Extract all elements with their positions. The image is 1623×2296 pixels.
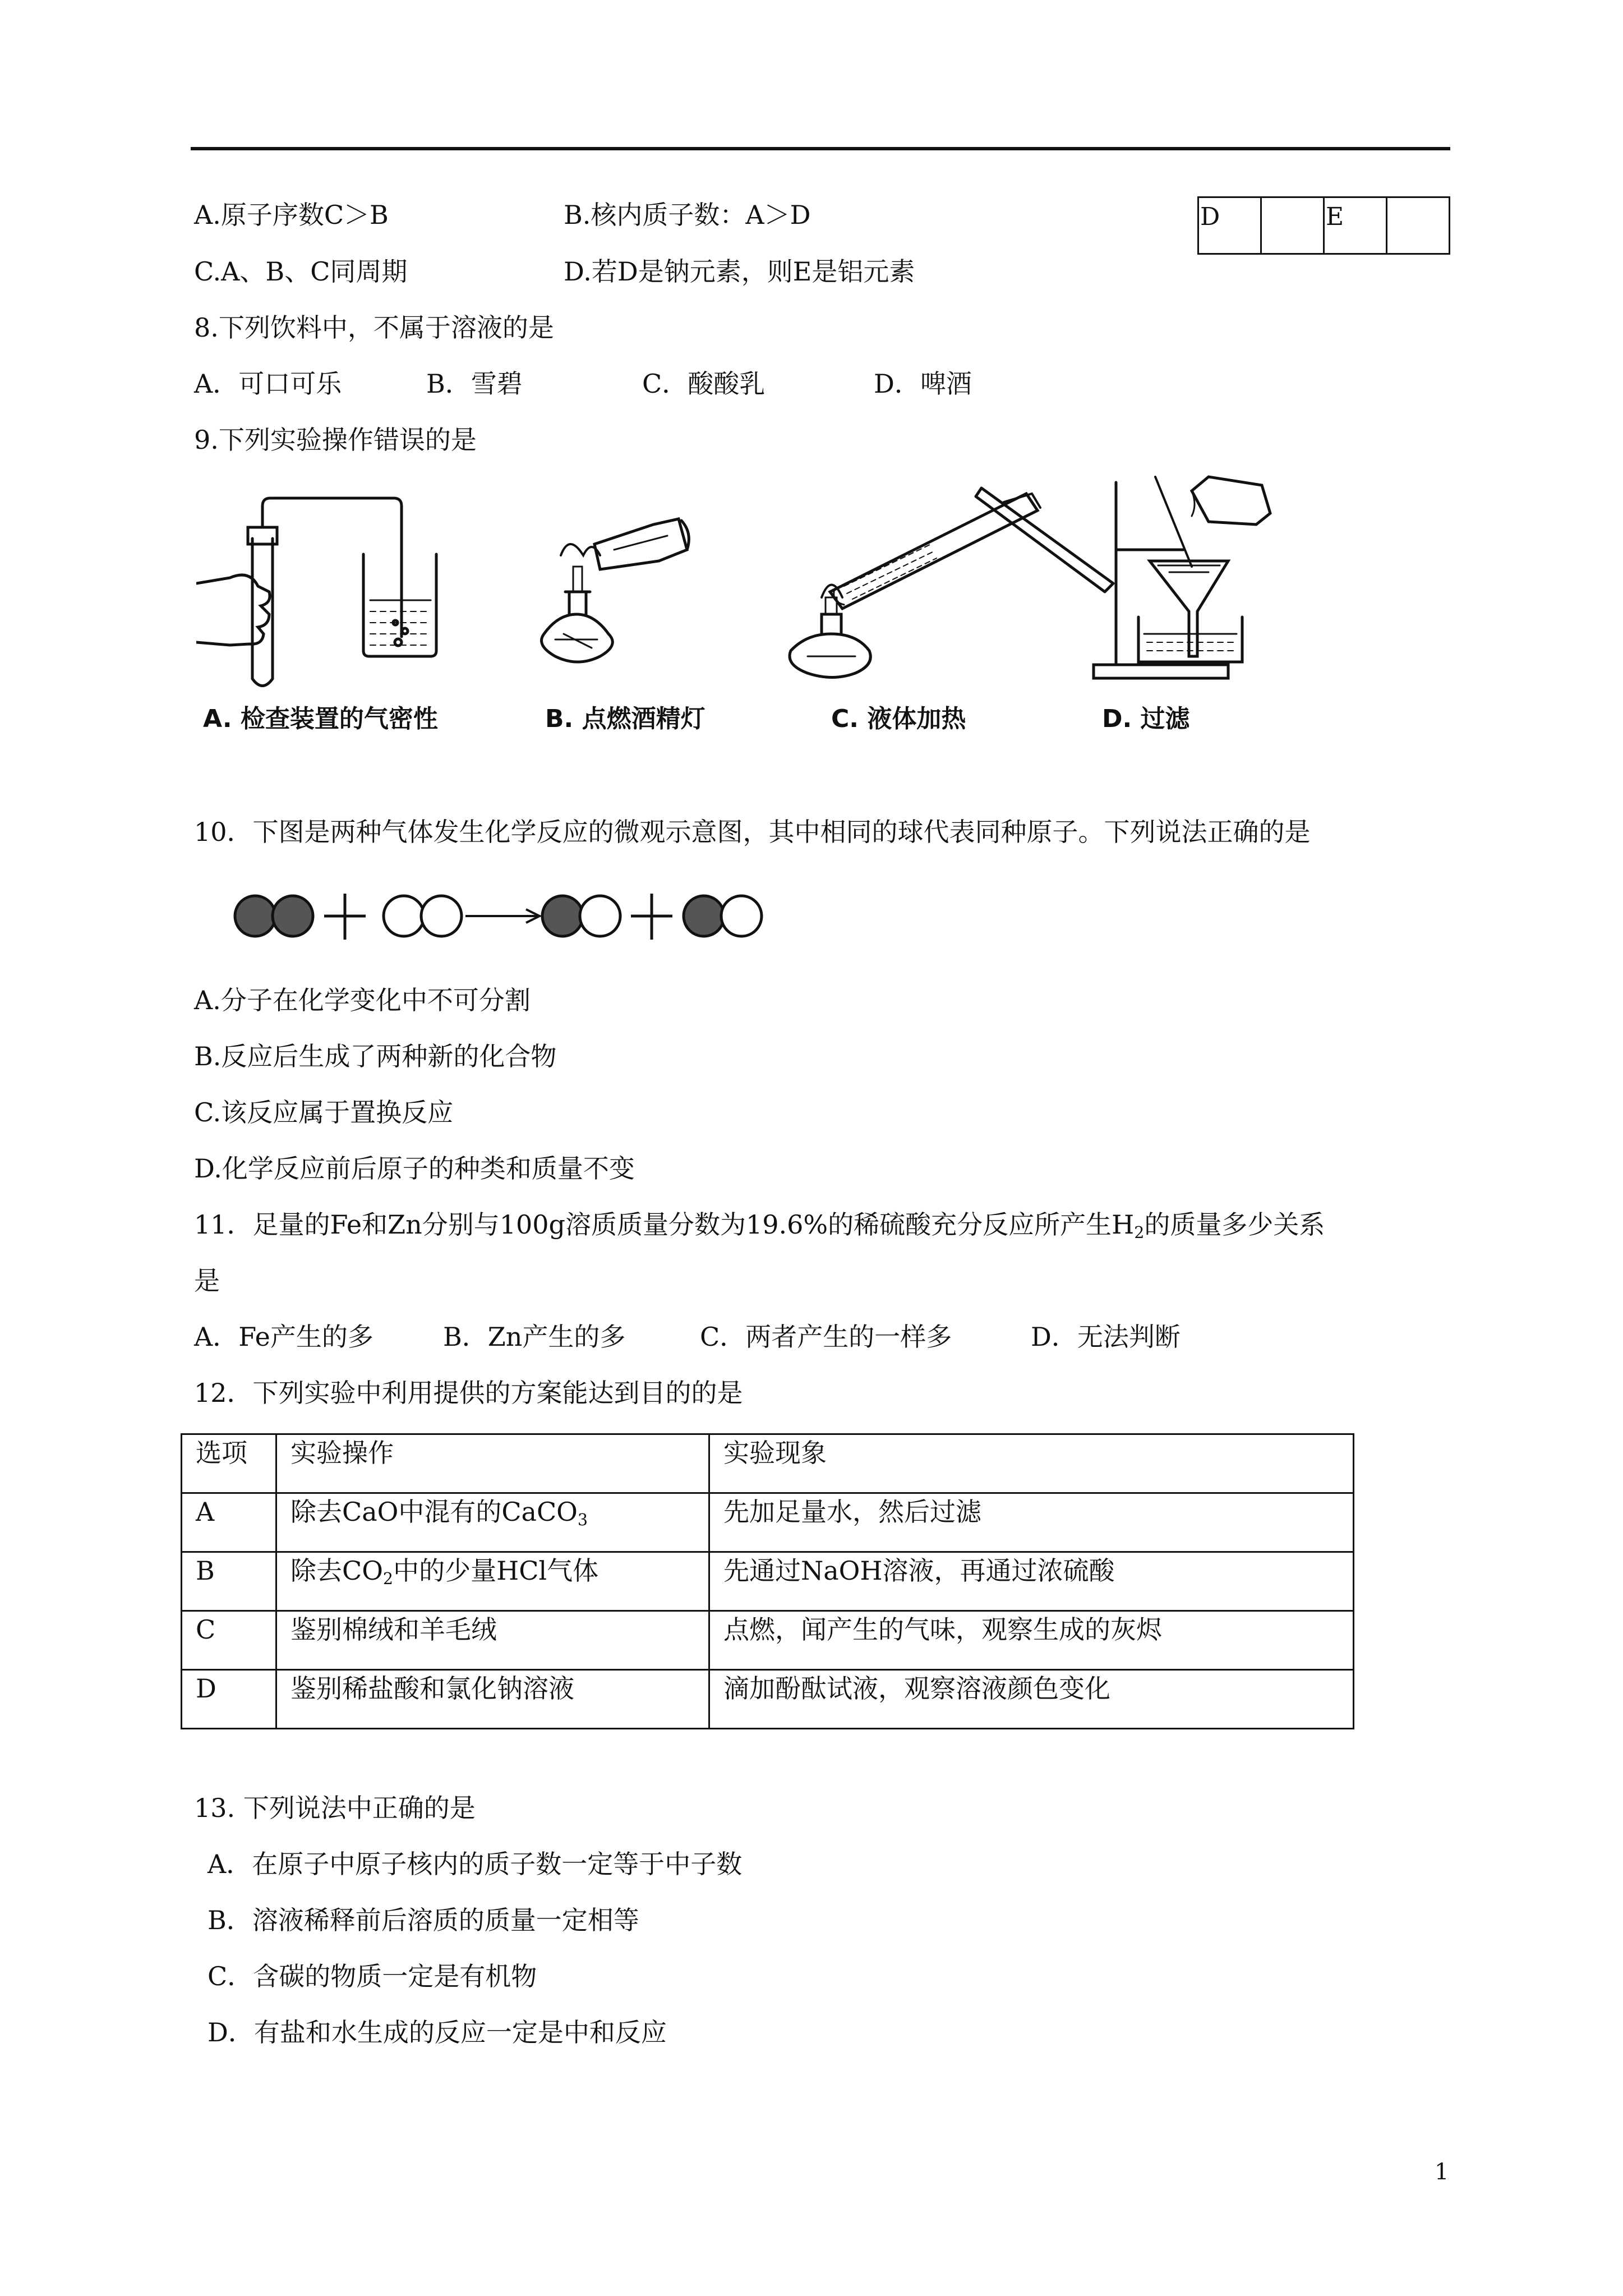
table-row [182, 1552, 1354, 1611]
q11-stem-part1: 11．足量的Fe和Zn分别与100g溶质质量分数为19.6%的稀硫酸充分反应所产生H [194, 1209, 1135, 1240]
element-cell-blank-2 [1387, 197, 1450, 254]
q11-stem-subscript: 2 [1134, 1223, 1145, 1242]
reaction-diagram [230, 884, 768, 951]
header-option: 选项 [182, 1434, 276, 1493]
table-header-row [182, 1434, 1354, 1493]
row-operation-text: 鉴别棉绒和羊毛绒 [291, 1614, 497, 1645]
table-row [182, 1493, 1354, 1552]
element-cell-e: E [1324, 197, 1387, 254]
row-operation-subscript: 3 [577, 1510, 588, 1529]
element-cell-d: D [1198, 197, 1261, 254]
header-operation: 实验操作 [276, 1434, 709, 1493]
q10-option-a: A.分子在化学变化中不可分割 [194, 985, 531, 1015]
q9-caption-c: C. 液体加热 [831, 705, 966, 733]
table-row [182, 1670, 1354, 1729]
q9-caption-b: B. 点燃酒精灯 [545, 705, 706, 733]
q11-option-d: D．无法判断 [1031, 1322, 1181, 1352]
row-phenomenon: 先通过NaOH溶液，再通过浓硫酸 [709, 1552, 1354, 1611]
row-operation-text: 除去CaO中混有的CaCO [291, 1497, 578, 1527]
header-rule [191, 147, 1450, 150]
q11-stem [194, 1209, 1325, 1242]
q10-stem: 10．下图是两种气体发生化学反应的微观示意图，其中相同的球代表同种原子。下列说法正确的是 [194, 817, 1311, 847]
q9-caption-a: A. 检查装置的气密性 [203, 705, 438, 733]
row-operation-text: 鉴别稀盐酸和氯化钠溶液 [291, 1673, 574, 1704]
q11-option-b: B．Zn产生的多 [443, 1322, 626, 1352]
q9-stem: 9.下列实验操作错误的是 [194, 425, 477, 455]
q11-stem-line2: 是 [194, 1266, 220, 1296]
page-number: 1 [1435, 2159, 1449, 2185]
row-operation [276, 1670, 709, 1729]
q13-option-d: D．有盐和水生成的反应一定是中和反应 [208, 2017, 667, 2047]
liquid-heating-drawing [790, 488, 1113, 678]
q11-option-a: A．Fe产生的多 [194, 1322, 374, 1352]
q7-option-c: C.A、B、C同周期 [194, 256, 408, 287]
q13-option-a: A．在原子中原子核内的质子数一定等于中子数 [208, 1849, 743, 1879]
row-option: B [182, 1552, 276, 1611]
q8-option-b: B．雪碧 [426, 369, 523, 399]
q13-stem: 13. 下列说法中正确的是 [194, 1793, 476, 1823]
q8-option-c: C．酸酸乳 [642, 369, 766, 399]
alcohol-lamp-lighting-drawing [542, 519, 689, 662]
row-option: C [182, 1611, 276, 1670]
q7-option-d: D.若D是钠元素，则E是铝元素 [564, 256, 915, 287]
element-position-table [1197, 196, 1450, 255]
row-operation [276, 1552, 709, 1611]
airtightness-check-drawing [196, 498, 436, 686]
q11-option-c: C．两者产生的一样多 [700, 1322, 952, 1352]
experiment-table [181, 1433, 1354, 1729]
q13-option-b: B．溶液稀释前后溶质的质量一定相等 [208, 1905, 639, 1935]
header-phenomenon: 实验现象 [709, 1434, 1354, 1493]
row-option: A [182, 1493, 276, 1552]
filtration-drawing [1094, 477, 1270, 678]
q7-option-a: A.原子序数C＞B [194, 200, 389, 230]
q8-option-d: D．啤酒 [874, 369, 972, 399]
element-cell-blank-1 [1261, 197, 1324, 254]
row-phenomenon: 先加足量水，然后过滤 [709, 1493, 1354, 1552]
q9-caption-d: D. 过滤 [1102, 705, 1190, 733]
row-phenomenon: 点燃，闻产生的气味，观察生成的灰烬 [709, 1611, 1354, 1670]
q12-stem: 12．下列实验中利用提供的方案能达到目的的是 [194, 1378, 743, 1408]
q10-option-b: B.反应后生成了两种新的化合物 [194, 1041, 557, 1071]
q13-option-c: C．含碳的物质一定是有机物 [208, 1961, 537, 1991]
row-option: D [182, 1670, 276, 1729]
row-operation [276, 1493, 709, 1552]
row-phenomenon: 滴加酚酞试液，观察溶液颜色变化 [709, 1670, 1354, 1729]
table-row [182, 1611, 1354, 1670]
q8-option-a: A．可口可乐 [194, 369, 342, 399]
q10-option-c: C.该反应属于置换反应 [194, 1097, 454, 1128]
row-operation-tail: 中的少量HCl气体 [393, 1556, 599, 1586]
q8-stem: 8.下列饮料中，不属于溶液的是 [194, 312, 554, 343]
row-operation-text: 除去CO [291, 1556, 383, 1586]
row-operation-subscript: 2 [382, 1569, 394, 1588]
q10-option-d: D.化学反应前后原子的种类和质量不变 [194, 1153, 635, 1184]
q11-stem-part2: 的质量多少关系 [1144, 1209, 1325, 1240]
q7-option-b: B.核内质子数：A＞D [564, 200, 811, 230]
row-operation [276, 1611, 709, 1670]
